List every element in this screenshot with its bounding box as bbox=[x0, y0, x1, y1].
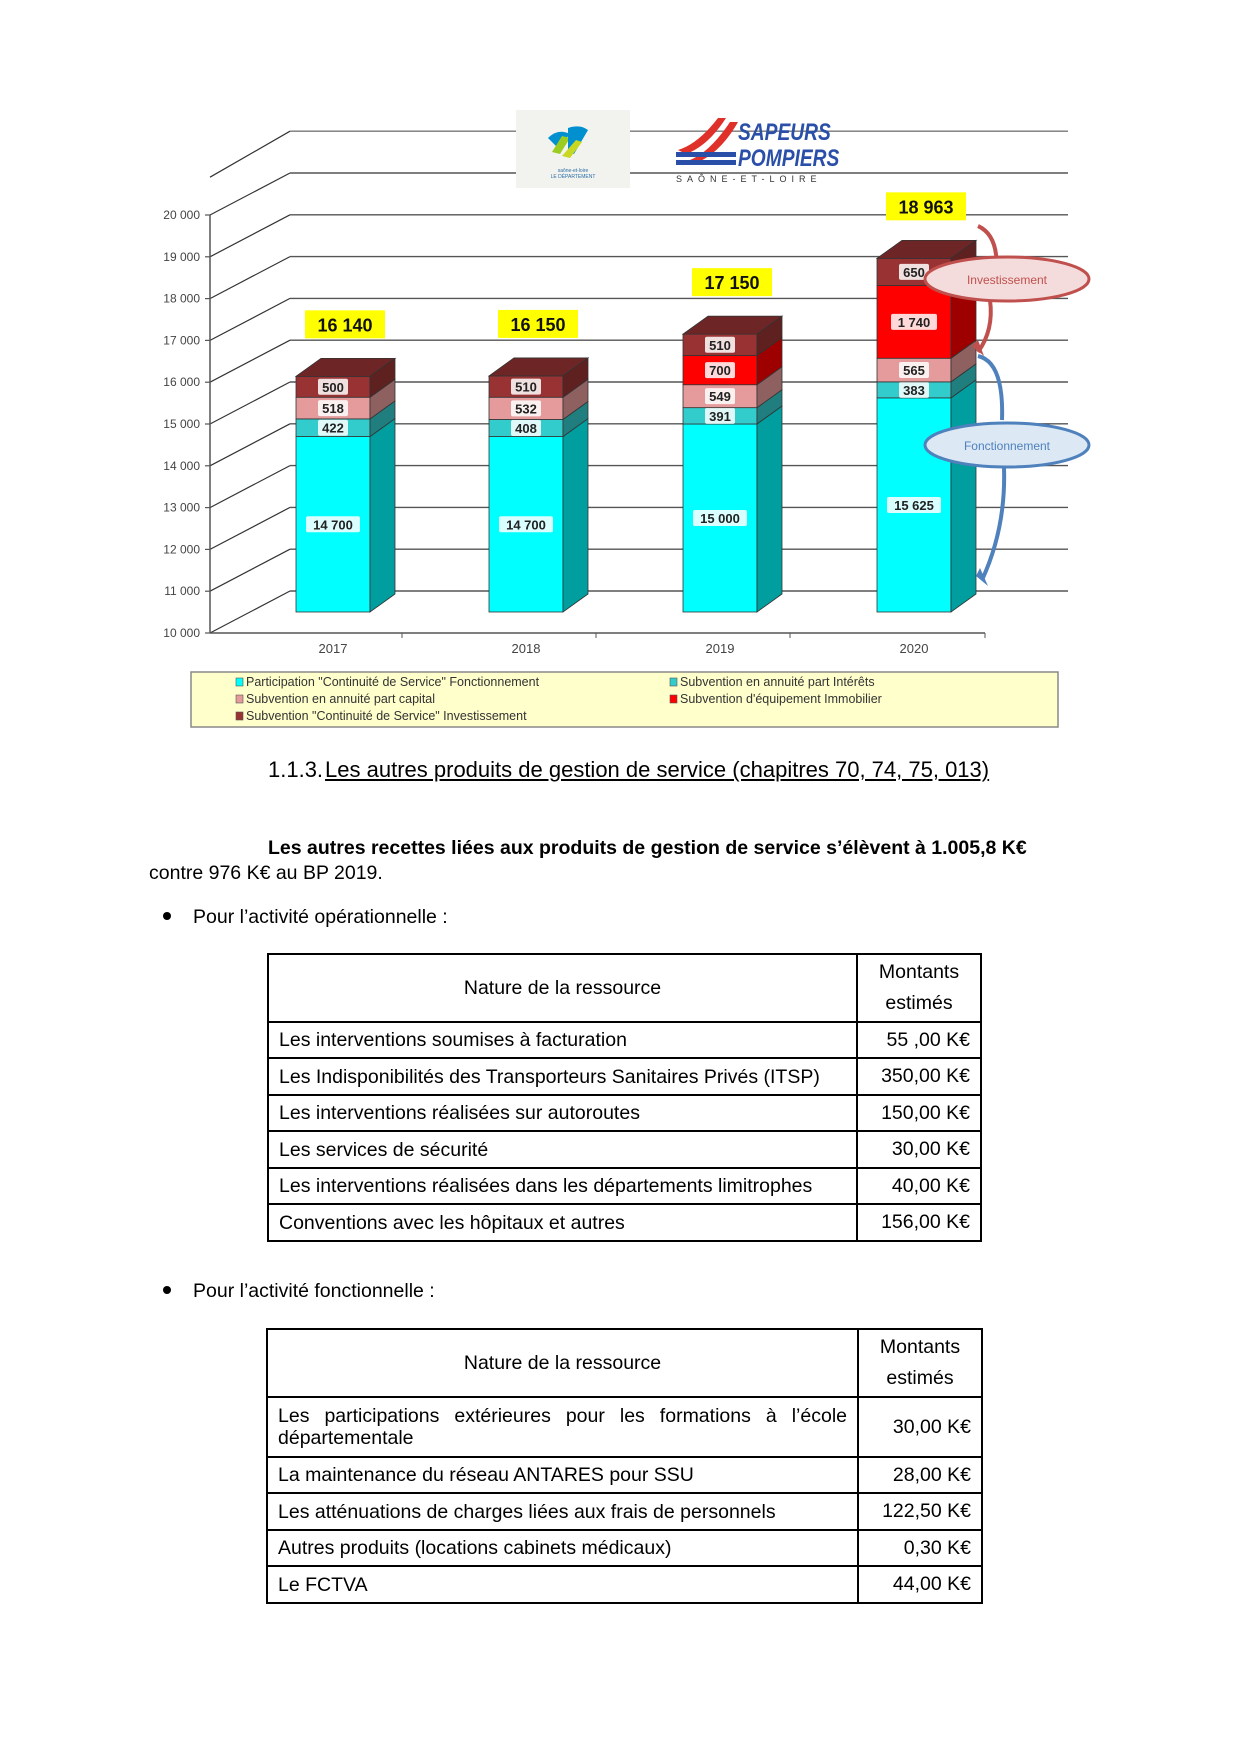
resource-label: Le FCTVA bbox=[267, 1566, 858, 1603]
logo-text-pompiers: POMPIERS bbox=[738, 143, 840, 172]
segment-value-label: 565 bbox=[903, 363, 925, 379]
x-tick-label: 2017 bbox=[318, 641, 348, 656]
x-tick-label: 2019 bbox=[705, 641, 735, 656]
resource-label: Autres produits (locations cabinets médicaux) bbox=[267, 1530, 858, 1566]
bar-2019 bbox=[683, 268, 782, 612]
y-tick-label: 18 000 bbox=[163, 291, 200, 306]
resource-label: La maintenance du réseau ANTARES pour SSU bbox=[267, 1457, 858, 1493]
segment-value-label: 1 740 bbox=[897, 314, 931, 330]
resource-label: Les interventions réalisées dans les départements limitrophes bbox=[268, 1168, 857, 1204]
segment-value-label: 532 bbox=[515, 401, 537, 417]
table-row bbox=[267, 1493, 982, 1530]
section-number: 1.1.3. bbox=[268, 757, 324, 782]
segment-value-label: 510 bbox=[709, 337, 731, 353]
sapeurs-pompiers-logo bbox=[676, 118, 840, 184]
resource-amount: 0,30 K€ bbox=[858, 1530, 982, 1566]
summary-bold-text: Les autres recettes liées aux produits de gestion de service s’élèvent à 1.005,8 K€ bbox=[268, 837, 1027, 859]
resource-label: Les Indisponibilités des Transporteurs Sanitaires Privés (ITSP) bbox=[268, 1058, 857, 1095]
legend-entry: Subvention d'équipement Immobilier bbox=[680, 692, 882, 706]
resource-amount: 150,00 K€ bbox=[857, 1095, 981, 1131]
y-axis bbox=[163, 208, 210, 640]
logo-text-saone-et-loire: SAÔNE-ET-LOIRE bbox=[676, 174, 822, 184]
segment-value-label: 383 bbox=[903, 382, 925, 398]
resource-amount: 350,00 K€ bbox=[857, 1058, 981, 1095]
bar-2020 bbox=[877, 192, 976, 612]
bullet-functional bbox=[163, 1280, 435, 1303]
column-header-amounts: Montants estimés bbox=[858, 1329, 982, 1397]
table-functional-resources bbox=[266, 1328, 983, 1604]
bar-total-label: 18 963 bbox=[898, 197, 954, 218]
y-tick-label: 11 000 bbox=[164, 584, 200, 599]
x-axis bbox=[210, 633, 985, 656]
segment-value-label: 14 700 bbox=[313, 517, 353, 533]
legend-entry: Participation "Continuité de Service" Fonctionnement bbox=[246, 675, 540, 689]
resource-label: Les interventions réalisées sur autoroutes bbox=[268, 1095, 857, 1131]
stacked-bar-chart bbox=[0, 0, 1241, 740]
column-header-amounts: Montants estimés bbox=[857, 954, 981, 1022]
column-header-nature: Nature de la ressource bbox=[268, 954, 857, 1022]
table-row bbox=[268, 1131, 981, 1168]
section-title: Les autres produits de gestion de service (chapitres 70, 74, 75, 013) bbox=[325, 757, 990, 782]
segment-value-label: 408 bbox=[515, 421, 537, 437]
y-tick-label: 17 000 bbox=[163, 333, 200, 348]
resource-label: Les services de sécurité bbox=[268, 1131, 857, 1168]
table-row bbox=[267, 1530, 982, 1566]
legend-entry: Subvention en annuité part Intérêts bbox=[680, 675, 875, 689]
segment-value-label: 422 bbox=[322, 420, 344, 436]
legend-entry: Subvention en annuité part capital bbox=[246, 692, 436, 706]
y-tick-label: 10 000 bbox=[163, 626, 200, 640]
y-tick-label: 19 000 bbox=[163, 249, 200, 264]
bullet-dot-icon bbox=[163, 1286, 171, 1294]
segment-value-label: 500 bbox=[322, 379, 344, 395]
resource-amount: 122,50 K€ bbox=[858, 1493, 982, 1530]
column-header-nature: Nature de la ressource bbox=[267, 1329, 858, 1397]
table-row bbox=[267, 1457, 982, 1493]
y-tick-label: 14 000 bbox=[163, 458, 200, 473]
table-row bbox=[268, 1095, 981, 1131]
summary-paragraph bbox=[149, 836, 1104, 886]
bar-2018 bbox=[489, 310, 588, 612]
bar-total-label: 16 150 bbox=[510, 314, 566, 335]
table-operational-resources bbox=[267, 953, 982, 1242]
resource-amount: 55 ,00 K€ bbox=[857, 1022, 981, 1058]
resource-amount: 30,00 K€ bbox=[857, 1131, 981, 1168]
y-tick-label: 13 000 bbox=[163, 500, 200, 515]
bullet-operational bbox=[163, 906, 448, 929]
chart-logos bbox=[516, 110, 840, 188]
annotation-fonctionnement: Fonctionnement bbox=[963, 439, 1051, 453]
segment-value-label: 391 bbox=[709, 408, 731, 424]
y-tick-label: 12 000 bbox=[163, 542, 200, 557]
segment-value-label: 549 bbox=[709, 389, 731, 405]
resource-label: Les atténuations de charges liées aux frais de personnels bbox=[267, 1493, 858, 1530]
annotation-investissement: Investissement bbox=[966, 273, 1048, 287]
x-tick-label: 2018 bbox=[511, 641, 541, 656]
table-row bbox=[268, 1022, 981, 1058]
summary-rest-text: contre 976 K€ au BP 2019. bbox=[149, 862, 383, 884]
table-row bbox=[268, 1058, 981, 1095]
resource-amount: 30,00 K€ bbox=[858, 1397, 982, 1457]
segment-value-label: 650 bbox=[903, 264, 925, 280]
segment-value-label: 510 bbox=[515, 379, 537, 395]
table-row bbox=[268, 1204, 981, 1241]
segment-value-label: 518 bbox=[322, 401, 344, 417]
bar-total-label: 16 140 bbox=[317, 315, 373, 336]
logo-text-sapeurs: SAPEURS bbox=[738, 117, 831, 146]
section-heading bbox=[268, 757, 989, 783]
resource-label: Les participations extérieures pour les formations à l’école départementale bbox=[267, 1397, 858, 1457]
table-row bbox=[268, 1168, 981, 1204]
segment-value-label: 15 625 bbox=[894, 497, 934, 513]
table-row bbox=[267, 1566, 982, 1603]
chart-legend bbox=[191, 672, 1058, 727]
resource-amount: 44,00 K€ bbox=[858, 1566, 982, 1603]
x-tick-label: 2020 bbox=[899, 641, 929, 656]
segment-value-label: 14 700 bbox=[506, 517, 546, 533]
bar-2017 bbox=[296, 310, 395, 612]
bullet-functional-text: Pour l’activité fonctionnelle : bbox=[193, 1280, 435, 1302]
y-tick-label: 15 000 bbox=[163, 417, 200, 431]
resource-amount: 156,00 K€ bbox=[857, 1204, 981, 1241]
svg-text:LE DÉPARTEMENT: LE DÉPARTEMENT bbox=[550, 174, 596, 180]
saone-logo-caption: saône-et-loire bbox=[557, 168, 589, 174]
legend-entry: Subvention "Continuité de Service" Investissement bbox=[246, 709, 527, 723]
y-tick-label: 20 000 bbox=[163, 208, 200, 222]
bar-total-label: 17 150 bbox=[704, 273, 760, 294]
table-row bbox=[267, 1397, 982, 1457]
resource-label: Conventions avec les hôpitaux et autres bbox=[268, 1204, 857, 1241]
segment-value-label: 700 bbox=[709, 363, 731, 379]
bullet-operational-text: Pour l’activité opérationnelle : bbox=[193, 906, 448, 928]
resource-amount: 28,00 K€ bbox=[858, 1457, 982, 1493]
resource-amount: 40,00 K€ bbox=[857, 1168, 981, 1204]
y-tick-label: 16 000 bbox=[163, 375, 200, 390]
resource-label: Les interventions soumises à facturation bbox=[268, 1022, 857, 1058]
bullet-dot-icon bbox=[163, 912, 171, 920]
segment-value-label: 15 000 bbox=[700, 511, 740, 526]
